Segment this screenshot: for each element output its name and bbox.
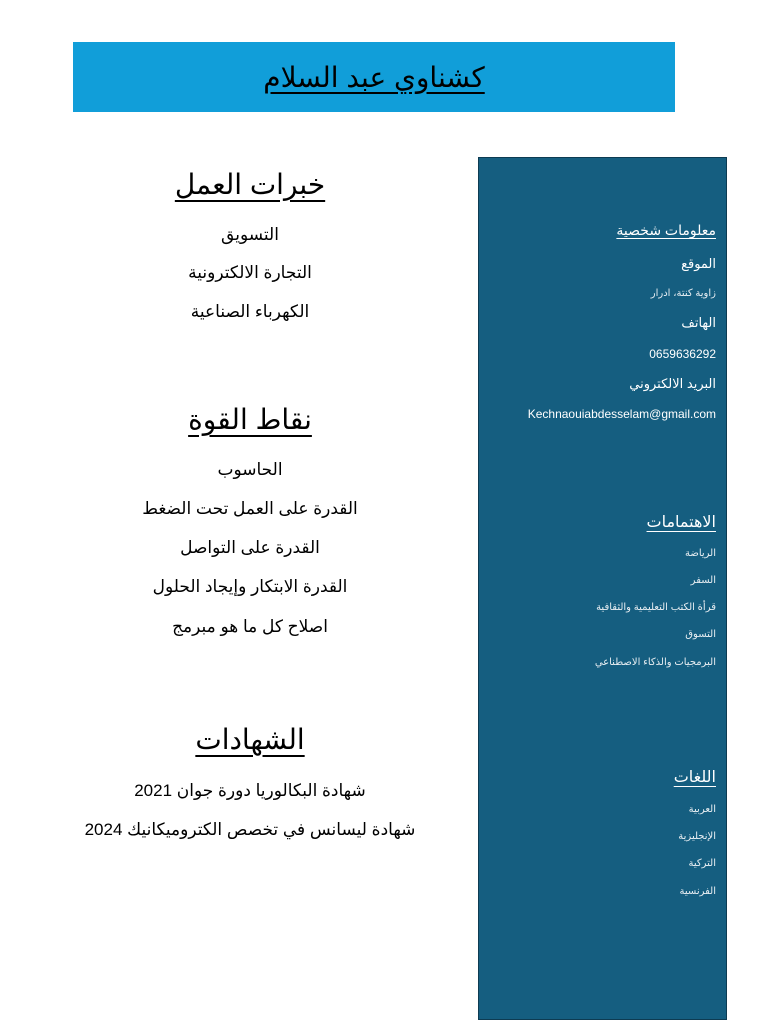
strength-item: الحاسوب [217,460,283,479]
language-item: العربية [688,804,716,815]
main-column [40,0,460,1024]
certificates-heading: الشهادات [195,724,305,755]
personal-info-heading: معلومات شخصية [616,222,716,238]
interest-item: الرياضة [684,548,716,559]
strength-item: اصلاح كل ما هو مبرمج [172,617,328,636]
location-value: زاوية كنتة، ادرار [650,288,716,299]
interests-heading: الاهتمامات [646,514,716,531]
interest-item: السفر [690,575,716,586]
email-label: البريد الالكتروني [629,376,716,391]
language-item: التركية [688,858,716,869]
strength-item: القدرة على العمل تحت الضغط [142,499,358,518]
phone-label: الهاتف [681,315,716,330]
strengths-heading: نقاط القوة [188,404,312,435]
experience-item: التجارة الالكترونية [188,263,312,282]
location-label: الموقع [681,256,716,271]
person-name: كشناوي عبد السلام [263,61,485,93]
sidebar [478,157,727,1020]
experience-heading: خبرات العمل [174,169,326,200]
phone-value: 0659636292 [649,347,716,361]
strength-item: القدرة الابتكار وإيجاد الحلول [152,577,348,596]
certificate-item: شهادة ليسانس في تخصص الكتروميكانيك 2024 [84,820,416,839]
certificate-item: شهادة البكالوريا دورة جوان 2021 [134,781,366,800]
interest-item: قرأة الكتب التعليمية والثقافية [596,602,716,613]
language-item: الإنجليزية [678,831,716,842]
interest-item: التسوق [685,629,716,640]
interest-item: البرمجيات والذكاء الاصطناعي [594,657,716,668]
strength-item: القدرة على التواصل [180,538,320,557]
language-item: الفرنسية [679,886,716,897]
languages-heading: اللغات [673,769,716,786]
experience-item: التسويق [221,225,279,244]
experience-item: الكهرباء الصناعية [190,302,310,321]
email-value: Kechnaouiabdesselam@gmail.com [527,407,716,421]
